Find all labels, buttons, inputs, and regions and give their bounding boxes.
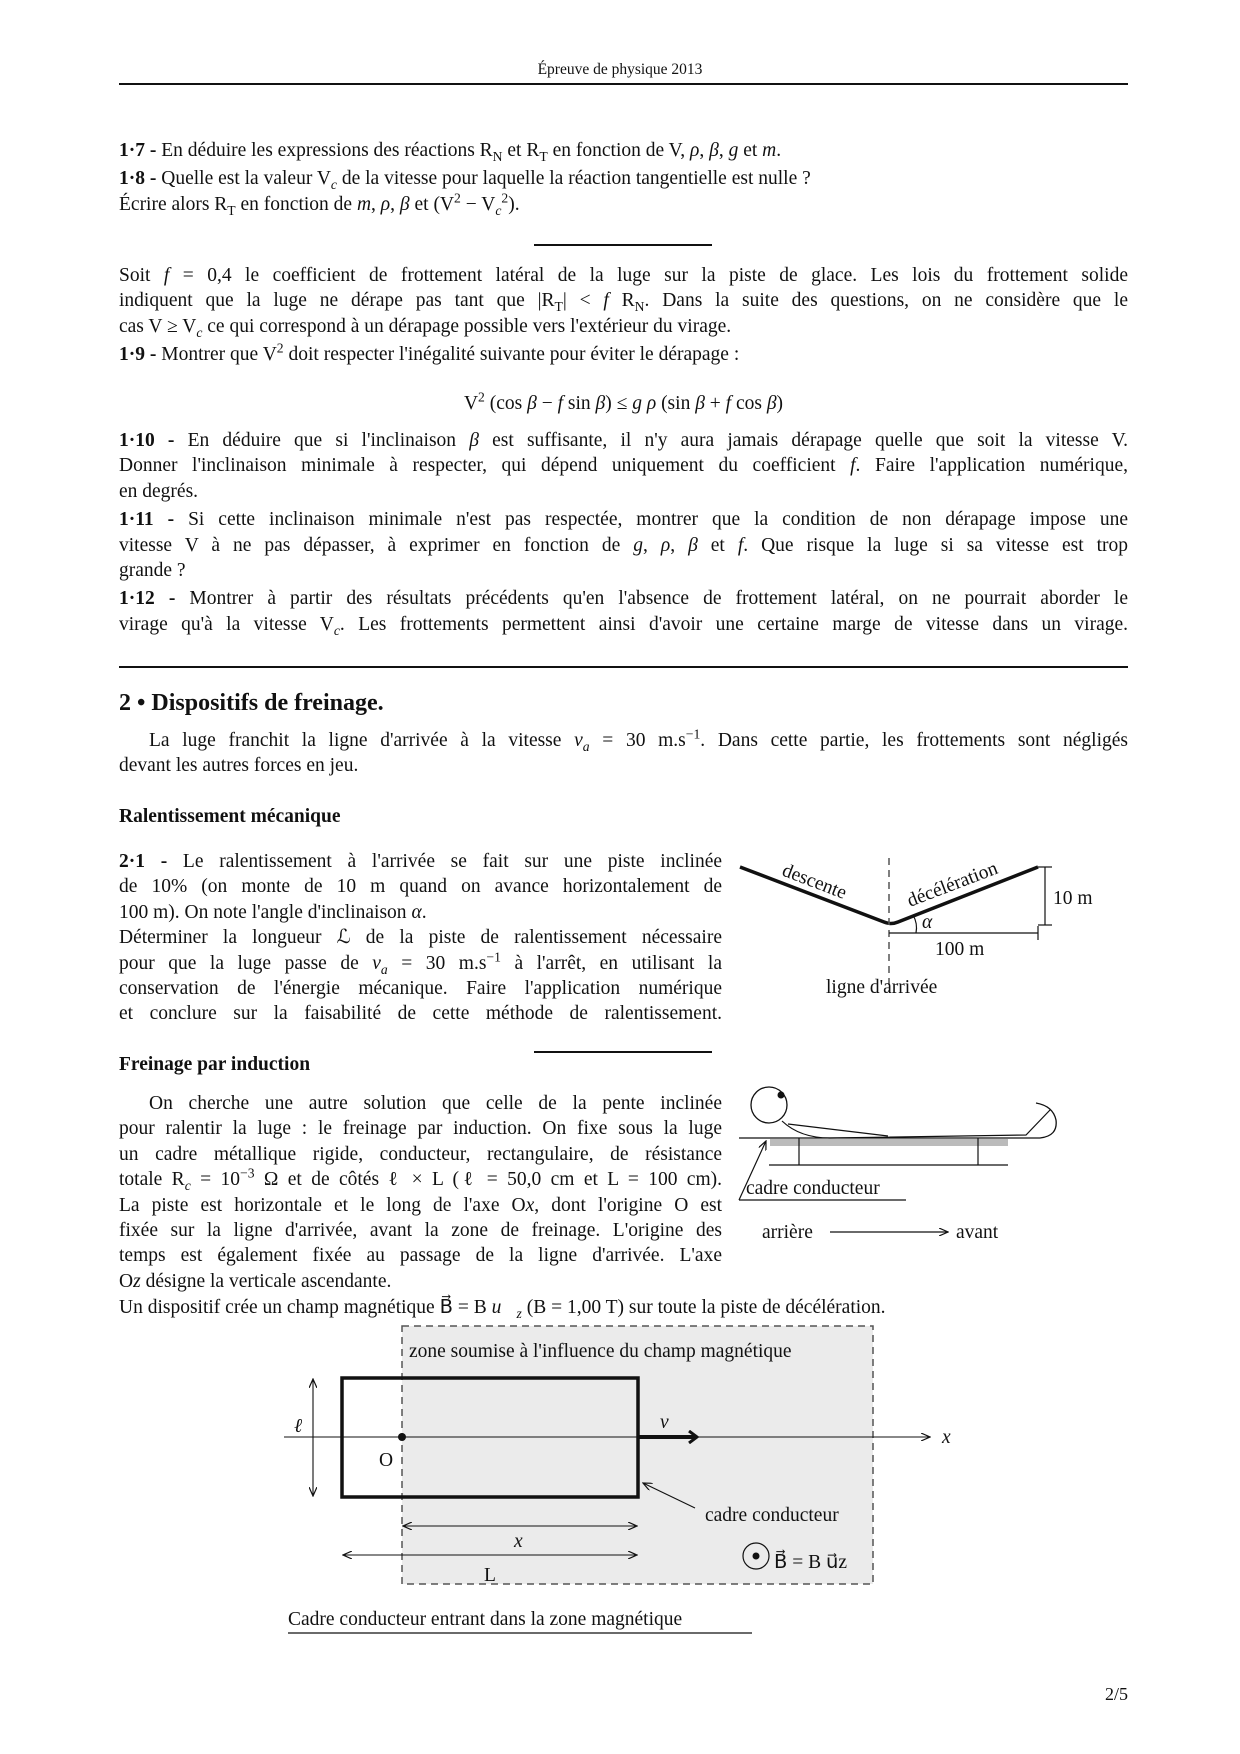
deceleration-label: décélération: [904, 857, 1001, 912]
page-number: 2/5: [1104, 1684, 1128, 1704]
field-statement: Un dispositif crée un champ magnétique B⃗ = B $u⃗_z$ (B = 1,00 T) sur toute la piste de décélération.: [119, 1297, 886, 1321]
text-line: 100 m). On note l'angle d'inclinaison α.: [119, 901, 427, 923]
x-label: x: [514, 1531, 523, 1552]
text-line: pour ralentir la luge : le freinage par induction. On fixe sous la luge: [119, 1118, 722, 1140]
field-statement-block: [119, 1295, 1128, 1320]
text-line: indiquent que la luge ne dérape pas tant que $|R_T| < f$ $R_N$. Dans la suite des questions, on ne considère que le: [119, 290, 1128, 315]
text-line: devant les autres forces en jeu.: [119, 755, 359, 777]
slope-diagram: [740, 858, 1093, 998]
figure-caption: Cadre conducteur entrant dans la zone magnétique: [288, 1609, 683, 1630]
subsection-induction: Freinage par induction: [119, 1054, 311, 1075]
front-label: avant: [956, 1222, 999, 1243]
frame-label: cadre conducteur: [705, 1505, 839, 1526]
frame-label: cadre conducteur: [746, 1178, 880, 1199]
text-line: temps est également fixée au passage de la ligne d'arrivée. L'axe: [119, 1245, 722, 1267]
length-label: 100 m: [935, 939, 985, 960]
angle-label: α: [922, 912, 933, 933]
text-line: La piste est horizontale et le long de l'axe Ox, dont l'origine O est: [119, 1194, 723, 1216]
inequality-equation: $V^2$ (cos β − f sin β) ≤ g ρ (sin β + f cos β): [463, 389, 784, 414]
width-label: ℓ: [294, 1416, 303, 1437]
text-line: 2·1 - Le ralentissement à l'arrivée se fait sur une piste inclinée: [119, 851, 722, 872]
text-line: Déterminer la longueur ℒ de la piste de ralentissement nécessaire: [119, 927, 722, 949]
text-line: conservation de l'énergie mécanique. Faire l'application numérique: [119, 978, 722, 1000]
field-diagram: [284, 1326, 951, 1633]
text-line: totale $R_c = 10^{-3}$ Ω et de côtés ℓ × L (ℓ = 50,0 cm et L = 100 cm).: [119, 1165, 723, 1194]
conductor-frame: [770, 1139, 1008, 1146]
friction-intro: [119, 263, 1128, 368]
height-label: 10 m: [1053, 888, 1093, 909]
text-line: et conclure sur la faisabilité de cette méthode de ralentissement.: [119, 1003, 722, 1025]
origin-label: O: [379, 1450, 394, 1471]
question-1-10: 1·10 - En déduire que si l'inclinaison β est suffisante, il n'y aura jamais dérapage quelle que soit la vitesse V.: [119, 430, 1129, 451]
question-1-8: 1·8 - Quelle est la valeur $V_c$ de la vitesse pour laquelle la réaction tangentielle est nulle ?: [119, 168, 811, 193]
text-line: La luge franchit la ligne d'arrivée à la vitesse $v_a = 30$ $m.s^{-1}$. Dans cette partie, les frottements sont négligés: [149, 726, 1128, 754]
section-intro: [119, 728, 1128, 779]
field-label: B⃗ = B u⃗z: [774, 1552, 848, 1573]
velocity-label: v⃗: [660, 1412, 684, 1433]
text-line: grande ?: [119, 560, 186, 582]
page-header: Épreuve de physique 2013: [537, 61, 703, 78]
question-1-8-cont: Écrire alors $R_T$ en fonction de m, ρ, β et $(V^2 - V_c^2)$.: [119, 190, 520, 218]
sled-diagram: [739, 1087, 1056, 1243]
length-label: L: [484, 1565, 496, 1586]
text-line: virage qu'à la vitesse $V_c$. Les frottements permettent ainsi d'avoir une certaine marge de vitesse dans un virage.: [119, 613, 1129, 638]
descent-label: descente: [779, 860, 850, 904]
question-2-1: [119, 849, 722, 1027]
rider-body: [782, 1110, 1050, 1138]
text-line: On cherche une autre solution que celle de la pente inclinée: [149, 1093, 722, 1114]
questions-1-10-1-12: [119, 428, 1128, 637]
back-label: arrière: [762, 1222, 813, 1243]
zone-label: zone soumise à l'influence du champ magnétique: [409, 1341, 792, 1362]
question-1-11: 1·11 - Si cette inclinaison minimale n'est pas respectée, montrer que la condition de non dérapage impose une: [119, 509, 1129, 531]
questions-1-7-1-8: [119, 138, 1128, 217]
question-1-7: 1·7 - En déduire les expressions des réactions $R_N$ et $R_T$ en fonction de V, ρ, β, g et m.: [119, 140, 782, 164]
text-line: un cadre métallique rigide, conducteur, rectangulaire, de résistance: [119, 1143, 722, 1165]
text-line: vitesse V à ne pas dépasser, à exprimer en fonction de g, ρ, β et f. Que risque la luge si sa vitesse est trop: [119, 534, 1129, 556]
origin-point: [398, 1433, 406, 1441]
question-1-9: 1·9 - Montrer que $V^2$ doit respecter l'inégalité suivante pour éviter le dérapage :: [119, 340, 740, 366]
text-line: fixée sur la ligne d'arrivée, avant la zone de freinage. L'origine des: [119, 1220, 722, 1242]
text-line: de 10% (on monte de 10 m quand on avance horizontalement de: [119, 876, 722, 898]
text-line: Donner l'inclinaison minimale à respecter, qui dépend uniquement du coefficient f. Faire l'application numérique,: [119, 455, 1128, 477]
subsection-mechanical: Ralentissement mécanique: [119, 806, 341, 827]
axis-label: x: [942, 1427, 951, 1448]
text-line: Soit f = 0,4 le coefficient de frottement latéral de la luge sur la piste de glace. Les lois du frottement solide: [119, 265, 1128, 286]
text-line: cas $V \ge V_c$ ce qui correspond à un dérapage possible vers l'extérieur du virage.: [119, 315, 732, 340]
question-1-12: 1·12 - Montrer à partir des résultats précédents qu'en l'absence de frottement latéral, on ne pourrait aborder le: [119, 588, 1128, 610]
text-line: pour que la luge passe de $v_a = 30$ $m.s^{-1}$ à l'arrêt, en utilisant la: [119, 949, 722, 977]
finish-label: ligne d'arrivée: [826, 977, 938, 998]
text-line: Oz désigne la verticale ascendante.: [119, 1270, 392, 1292]
induction-paragraph: [119, 1091, 722, 1294]
text-line: en degrés.: [119, 480, 199, 502]
section-title: 2 • Dispositifs de freinage.: [119, 690, 384, 716]
